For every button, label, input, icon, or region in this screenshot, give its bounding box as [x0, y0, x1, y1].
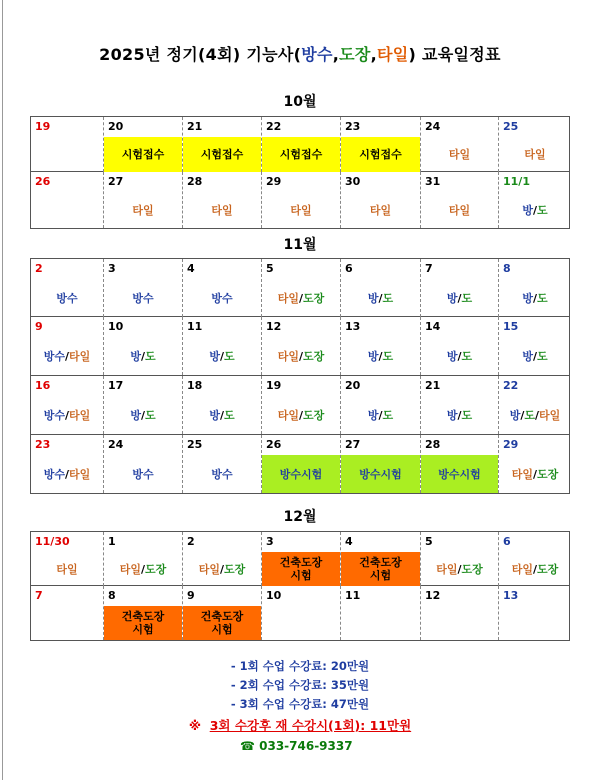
day-number: 7	[425, 262, 433, 275]
subject-label: 도장	[303, 408, 325, 422]
day-number: 22	[503, 379, 519, 392]
subject-label: 방수	[132, 467, 154, 481]
schedule-text	[31, 350, 103, 363]
day-cell	[420, 376, 498, 434]
day-cell	[261, 435, 340, 493]
day-number: 20	[345, 379, 361, 392]
subject-label: 도장	[224, 562, 246, 576]
schedule-text	[104, 409, 182, 422]
subject-label: 방수시험	[279, 467, 323, 481]
subject-label: /	[378, 291, 383, 305]
subject-label: 도	[537, 203, 548, 217]
day-cell	[498, 317, 571, 375]
subject-label: 방수	[132, 291, 154, 305]
day-number: 28	[425, 438, 441, 451]
day-cell	[31, 117, 103, 172]
subject-label: 타일	[277, 408, 299, 422]
subject-label: 도장	[537, 467, 559, 481]
day-cell	[340, 259, 420, 317]
day-number: 18	[187, 379, 203, 392]
day-cell	[182, 532, 261, 586]
schedule-text	[31, 468, 103, 481]
schedule-text	[341, 569, 420, 582]
calendar-month	[30, 531, 570, 641]
schedule-text	[421, 204, 498, 217]
schedule-text	[104, 563, 182, 576]
subject-label: 타일	[524, 148, 546, 161]
day-cell	[182, 376, 261, 434]
subject-label: 방	[522, 291, 533, 305]
calendar-week	[30, 586, 570, 641]
day-cell	[420, 117, 498, 172]
day-cell	[261, 532, 340, 586]
subject-label: 타일	[69, 349, 91, 363]
subject-label: 방수	[43, 408, 65, 422]
schedule-text	[262, 204, 340, 217]
day-cell	[182, 117, 261, 172]
day-cell	[103, 376, 182, 434]
subject-label: 도	[224, 408, 235, 422]
subject-label: /	[64, 408, 70, 422]
day-number: 28	[187, 175, 203, 188]
day-number: 29	[266, 175, 282, 188]
subject-label: 건축도장	[279, 556, 323, 569]
day-number: 6	[503, 535, 511, 548]
schedule-text	[421, 409, 498, 422]
subject-label: /	[532, 291, 538, 305]
subject-label: /	[140, 349, 146, 363]
day-cell	[340, 532, 420, 586]
subject-label: 도	[461, 408, 473, 422]
day-number: 5	[266, 262, 274, 275]
subject-label: 타일	[56, 562, 78, 576]
subject-label: 도장	[537, 562, 559, 576]
day-cell	[182, 317, 261, 375]
schedule-text	[421, 468, 498, 481]
day-number: 8	[108, 589, 116, 602]
day-number: 3	[108, 262, 116, 275]
day-number: 25	[187, 438, 203, 451]
subject-label: 타일	[277, 349, 299, 363]
day-number: 30	[345, 175, 361, 188]
day-cell	[498, 376, 571, 434]
schedule-text	[499, 292, 571, 305]
subject-label: 도	[145, 349, 156, 363]
day-cell	[261, 376, 340, 434]
day-cell	[103, 259, 182, 317]
subject-label: 방	[367, 408, 379, 422]
schedule-text	[341, 148, 420, 161]
subject-label: 시험접수	[279, 148, 323, 161]
day-cell	[182, 259, 261, 317]
subject-label: /	[64, 467, 70, 481]
schedule-text	[262, 292, 340, 305]
day-number: 10	[108, 320, 124, 333]
day-number: 23	[345, 120, 361, 133]
subject-label: /	[457, 349, 462, 363]
day-cell	[498, 435, 571, 493]
day-cell	[31, 172, 103, 228]
day-number: 21	[187, 120, 203, 133]
subject-label: /	[298, 408, 304, 422]
day-cell	[340, 117, 420, 172]
subject-label: 타일	[198, 562, 220, 576]
schedule-text	[499, 409, 571, 422]
subject-label: 건축도장	[200, 610, 244, 623]
subject-label: /	[535, 408, 540, 422]
day-number: 22	[266, 120, 282, 133]
calendar-week	[30, 435, 570, 494]
subject-label: 방	[446, 291, 458, 305]
note-mark: ※	[188, 718, 201, 733]
schedule-text	[31, 563, 103, 576]
subject-label: 도	[461, 291, 473, 305]
subject-label: /	[378, 349, 383, 363]
subject-label: 도장	[461, 562, 483, 576]
schedule-text	[262, 569, 340, 582]
day-cell	[103, 172, 182, 228]
schedule-text	[262, 409, 340, 422]
subject-label: 도	[145, 408, 156, 422]
subject-label: /	[378, 408, 383, 422]
schedule-text	[341, 204, 420, 217]
day-cell	[182, 172, 261, 228]
schedule-text	[499, 350, 571, 363]
schedule-text	[104, 468, 182, 481]
day-number: 26	[35, 175, 51, 188]
day-number: 2	[187, 535, 195, 548]
schedule-text	[262, 350, 340, 363]
day-cell	[340, 317, 420, 375]
retake-note	[0, 716, 600, 734]
day-cell	[31, 586, 103, 640]
subject-label: 방	[130, 349, 141, 363]
subject-label: 방수	[43, 467, 65, 481]
subject-label: 타일	[511, 562, 533, 576]
day-number: 31	[425, 175, 441, 188]
schedule-text	[183, 563, 261, 576]
day-cell	[261, 117, 340, 172]
day-number: 19	[266, 379, 282, 392]
subject-label: 타일	[69, 467, 91, 481]
day-number: 29	[503, 438, 519, 451]
subject-label: 방	[367, 349, 379, 363]
calendar-week	[30, 531, 570, 586]
day-cell	[103, 317, 182, 375]
day-number: 14	[425, 320, 441, 333]
title-part: 도장	[339, 45, 371, 64]
schedule-text	[183, 610, 261, 623]
subject-label: 방	[446, 349, 458, 363]
subject-label: 시험접수	[121, 148, 165, 161]
fee-item: - 1회 수업 수강료: 20만원	[230, 659, 370, 673]
title-part: 2025년 정기(4회) 기능사(	[99, 45, 302, 64]
subject-label: 도장	[145, 562, 167, 576]
day-cell	[420, 532, 498, 586]
subject-label: /	[219, 349, 225, 363]
subject-label: 도	[461, 349, 473, 363]
subject-label: 타일	[436, 562, 458, 576]
schedule-text	[421, 292, 498, 305]
day-number: 5	[425, 535, 433, 548]
subject-label: 방수	[211, 467, 233, 481]
day-number: 11	[345, 589, 361, 602]
subject-label: 방	[522, 349, 533, 363]
subject-label: 방	[130, 408, 141, 422]
day-cell	[420, 172, 498, 228]
schedule-text	[104, 292, 182, 305]
day-cell	[340, 172, 420, 228]
note-text: 3회 수강후 재 수강시(1회): 11만원	[209, 718, 412, 733]
month-label: 12월	[283, 509, 317, 525]
day-number: 4	[187, 262, 195, 275]
day-cell	[261, 172, 340, 228]
schedule-text	[341, 409, 420, 422]
subject-label: /	[219, 408, 225, 422]
schedule-text	[104, 148, 182, 161]
subject-label: 타일	[539, 408, 561, 422]
schedule-text	[183, 292, 261, 305]
subject-label: /	[457, 562, 462, 576]
subject-label: 방수	[56, 291, 78, 305]
subject-label: 도	[537, 349, 548, 363]
subject-label: 건축도장	[359, 556, 402, 569]
day-number: 21	[425, 379, 441, 392]
subject-label: 도장	[303, 349, 325, 363]
day-cell	[420, 586, 498, 640]
schedule-text	[262, 556, 340, 569]
subject-label: /	[532, 562, 538, 576]
day-cell	[420, 317, 498, 375]
schedule-text	[341, 292, 420, 305]
day-number: 17	[108, 379, 124, 392]
subject-label: 방	[522, 203, 533, 217]
day-cell	[340, 435, 420, 493]
day-cell	[182, 586, 261, 640]
day-number: 12	[425, 589, 441, 602]
calendar-week	[30, 317, 570, 376]
title-part: ,	[332, 45, 340, 64]
day-cell	[261, 586, 340, 640]
day-cell	[31, 435, 103, 493]
subject-label: 타일	[119, 562, 141, 576]
day-number: 2	[35, 262, 43, 275]
subject-label: /	[457, 291, 462, 305]
subject-label: /	[532, 467, 538, 481]
schedule-text	[104, 623, 182, 636]
day-cell	[103, 586, 182, 640]
day-number: 1	[108, 535, 116, 548]
day-number: 13	[503, 589, 519, 602]
day-number: 24	[425, 120, 441, 133]
day-cell	[261, 317, 340, 375]
subject-label: /	[532, 349, 538, 363]
subject-label: 건축도장	[121, 610, 165, 623]
subject-label: 방	[209, 408, 220, 422]
schedule-text	[421, 350, 498, 363]
schedule-text	[499, 468, 571, 481]
day-cell	[498, 259, 571, 317]
subject-label: 방수시험	[359, 467, 402, 481]
schedule-text	[183, 204, 261, 217]
subject-label: 시험접수	[359, 148, 402, 161]
day-number: 10	[266, 589, 282, 602]
schedule-text	[183, 623, 261, 636]
schedule-text	[104, 350, 182, 363]
schedule-text	[262, 468, 340, 481]
subject-label: 시험	[369, 569, 392, 582]
day-cell	[340, 586, 420, 640]
calendar-week	[30, 172, 570, 229]
day-cell	[31, 376, 103, 434]
day-cell	[103, 435, 182, 493]
subject-label: /	[298, 291, 304, 305]
subject-label: 타일	[277, 291, 299, 305]
day-number: 9	[35, 320, 43, 333]
title-part: ) 교육일정표	[408, 45, 501, 64]
schedule-text	[104, 610, 182, 623]
subject-label: 방수시험	[438, 467, 481, 481]
schedule-text	[499, 563, 571, 576]
subject-label: 도장	[303, 291, 325, 305]
subject-label: 타일	[290, 203, 312, 217]
subject-label: /	[219, 562, 225, 576]
schedule-text	[183, 350, 261, 363]
subject-label: /	[457, 408, 462, 422]
day-number: 20	[108, 120, 124, 133]
day-number: 23	[35, 438, 51, 451]
day-number: 27	[345, 438, 361, 451]
subject-label: 시험접수	[200, 148, 244, 161]
schedule-text	[421, 148, 498, 161]
page-title	[0, 42, 600, 65]
schedule-text	[499, 204, 571, 217]
subject-label: /	[520, 408, 525, 422]
subject-label: 방	[509, 408, 521, 422]
month-label: 10월	[283, 94, 317, 110]
day-number: 12	[266, 320, 282, 333]
schedule-text	[499, 148, 571, 161]
day-cell	[340, 376, 420, 434]
subject-label: /	[64, 349, 70, 363]
title-part: 타일	[377, 45, 409, 64]
day-number: 19	[35, 120, 51, 133]
day-cell	[261, 259, 340, 317]
title-part: ,	[370, 45, 378, 64]
day-cell	[498, 532, 571, 586]
day-cell	[103, 117, 182, 172]
subject-label: 방수	[211, 291, 233, 305]
day-number: 24	[108, 438, 124, 451]
schedule-text	[31, 409, 103, 422]
schedule-text	[104, 204, 182, 217]
day-number: 15	[503, 320, 519, 333]
subject-label: /	[298, 349, 304, 363]
subject-label: 타일	[211, 203, 233, 217]
title-part: 방수	[301, 45, 333, 64]
calendar-week	[30, 376, 570, 435]
subject-label: 타일	[132, 203, 154, 217]
day-number: 11/30	[35, 535, 70, 548]
subject-label: 방수	[43, 349, 65, 363]
day-cell	[420, 259, 498, 317]
schedule-text	[183, 148, 261, 161]
month-label: 11월	[283, 237, 317, 253]
subject-label: /	[532, 203, 538, 217]
calendar-week	[30, 258, 570, 317]
day-number: 16	[35, 379, 51, 392]
subject-label: 시험	[211, 623, 233, 636]
day-cell	[498, 586, 571, 640]
subject-label: 타일	[369, 203, 392, 217]
day-number: 27	[108, 175, 124, 188]
day-number: 11/1	[503, 175, 530, 188]
fee-item: - 3회 수업 수강료: 47만원	[230, 697, 370, 711]
day-cell	[420, 435, 498, 493]
subject-label: 도	[224, 349, 235, 363]
calendar-week	[30, 116, 570, 172]
day-number: 6	[345, 262, 353, 275]
schedule-text	[421, 563, 498, 576]
day-number: 7	[35, 589, 43, 602]
subject-label: 도	[382, 349, 394, 363]
day-number: 11	[187, 320, 203, 333]
day-cell	[31, 532, 103, 586]
day-cell	[498, 172, 571, 228]
day-cell	[103, 532, 182, 586]
schedule-text	[183, 468, 261, 481]
subject-label: /	[140, 562, 146, 576]
subject-label: 도	[382, 408, 394, 422]
subject-label: 방	[446, 408, 458, 422]
schedule-text	[341, 556, 420, 569]
schedule-text	[262, 148, 340, 161]
day-cell	[182, 435, 261, 493]
subject-label: 시험	[290, 569, 312, 582]
subject-label: /	[140, 408, 146, 422]
subject-label: 도	[537, 291, 548, 305]
day-cell	[31, 259, 103, 317]
calendar-month	[30, 116, 570, 229]
schedule-text	[183, 409, 261, 422]
schedule-text	[341, 350, 420, 363]
day-cell	[498, 117, 571, 172]
subject-label: 타일	[448, 203, 471, 217]
day-number: 13	[345, 320, 361, 333]
fee-item: - 2회 수업 수강료: 35만원	[230, 678, 370, 692]
subject-label: 도	[524, 408, 535, 422]
day-number: 25	[503, 120, 519, 133]
schedule-text	[31, 292, 103, 305]
day-cell	[31, 317, 103, 375]
day-number: 26	[266, 438, 282, 451]
calendar-month	[30, 258, 570, 494]
subject-label: 타일	[448, 148, 471, 161]
day-number: 8	[503, 262, 511, 275]
day-number: 3	[266, 535, 274, 548]
schedule-text	[341, 468, 420, 481]
subject-label: 방	[367, 291, 379, 305]
day-number: 4	[345, 535, 353, 548]
day-number: 9	[187, 589, 195, 602]
phone-number: ☎ 033-746-9337	[240, 739, 353, 753]
subject-label: 방	[209, 349, 220, 363]
subject-label: 시험	[132, 623, 154, 636]
subject-label: 도	[382, 291, 394, 305]
subject-label: 타일	[69, 408, 91, 422]
subject-label: 타일	[511, 467, 533, 481]
